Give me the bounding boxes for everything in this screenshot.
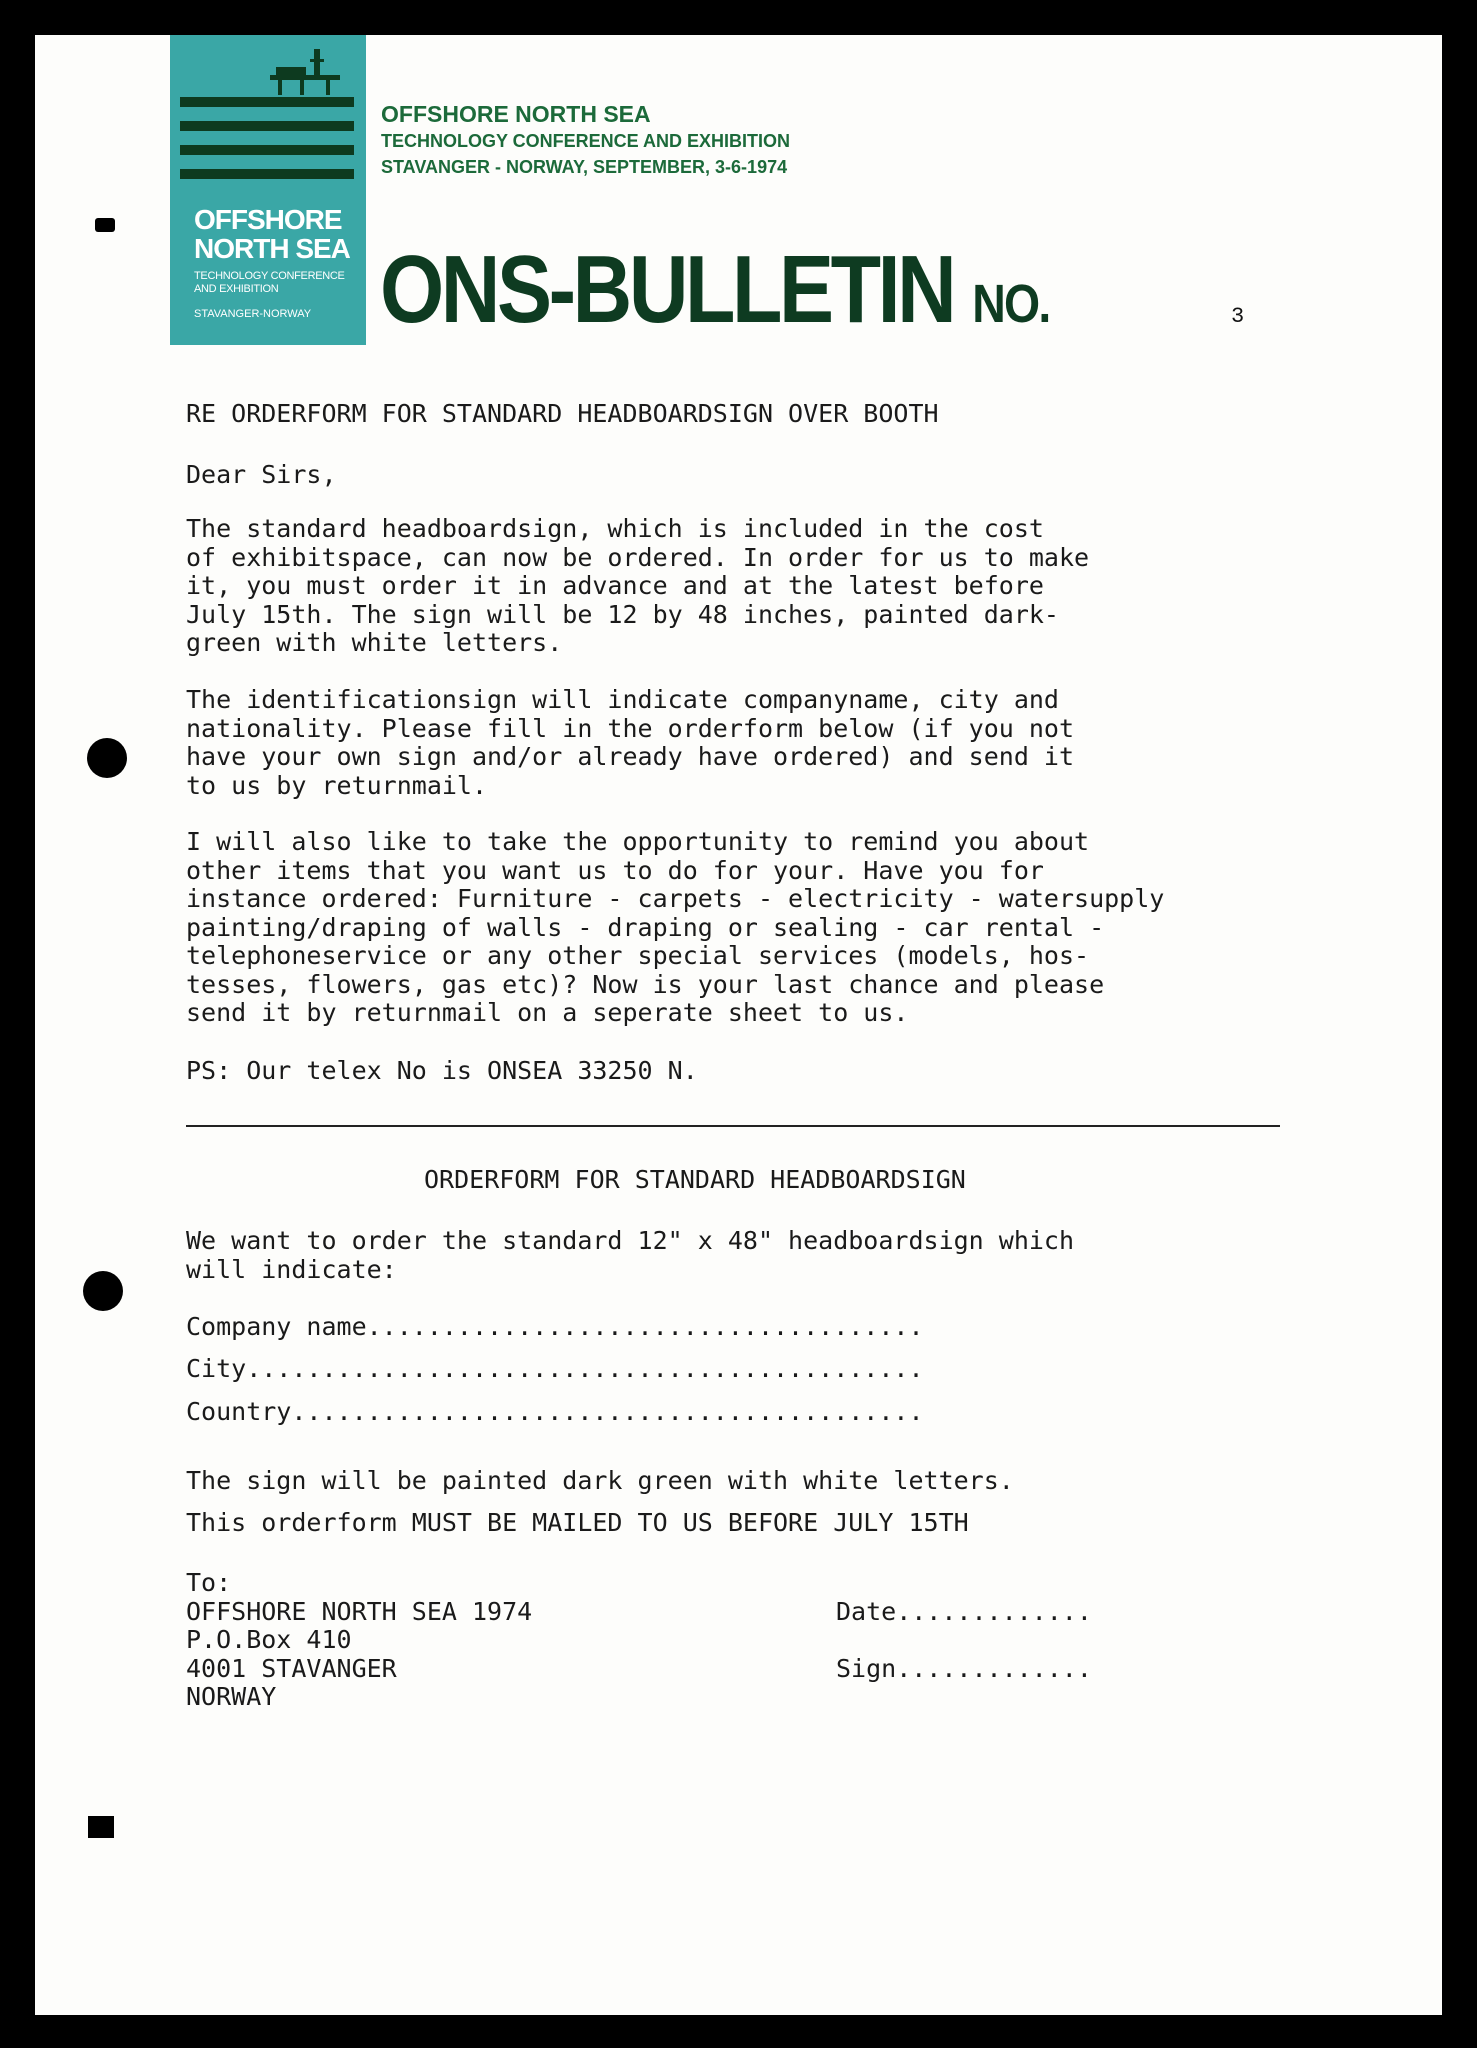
logo-stripes: [180, 97, 354, 193]
bulletin-title: [380, 236, 1050, 354]
company-name-field[interactable]: Company name.....................................: [186, 1312, 924, 1341]
paragraph-1: The standard headboardsign, which is included in the cost of exhibitspace, can now be ordered. In order for us to make it, you must order it in advance and at the latest before July 15th. The sign will be 12 by 48 inches, painted dark- green with white letters.: [186, 514, 1090, 657]
subject-line: RE ORDERFORM FOR STANDARD HEADBOARDSIGN OVER BOOTH: [186, 399, 939, 428]
logo-location: STAVANGER-NORWAY: [194, 308, 312, 320]
country-field[interactable]: Country..........................................: [186, 1397, 924, 1426]
date-field[interactable]: Date.............: [836, 1597, 1092, 1626]
logo-title: [194, 205, 350, 263]
issue-number: 3: [1231, 304, 1245, 329]
city-field[interactable]: City.............................................: [186, 1354, 924, 1383]
paragraph-2: The identificationsign will indicate companyname, city and nationality. Please fill in the orderform below (if you not have your own sign and/or already have ordered) and send it to us by returnmail.: [186, 685, 1075, 800]
form-note-1: The sign will be painted dark green with white letters.: [186, 1466, 1014, 1495]
form-title: ORDERFORM FOR STANDARD HEADBOARDSIGN: [424, 1165, 966, 1194]
oil-rig-icon: [270, 45, 340, 95]
bulletin-title-text: ONS-BULLETIN: [380, 236, 954, 343]
logo-title-line1: OFFSHORE: [194, 204, 342, 235]
paragraph-3: I will also like to take the opportunity to remind you about other items that you want us to do for your. Have you for instance ordered: Furniture - carpets - electricity - watersupply painting/draping of walls - draping or sealing - car rental - telephoneservice or any other special services (models, hos- tesses, flowers, gas etc)? Now is your last chance and please send it by returnmail on a seperate sheet to us.: [186, 827, 1165, 1027]
punch-hole-top: [87, 738, 127, 778]
organizer-line2: STAVANGER - NORWAY, SEPTEMBER, 3-6-1974: [381, 157, 788, 177]
ons-logo: [170, 35, 366, 345]
salutation: Dear Sirs,: [186, 460, 337, 489]
organizer-name: OFFSHORE NORTH SEA: [381, 101, 651, 127]
scan-mark-bottom: [88, 1816, 114, 1838]
ps-note: PS: Our telex No is ONSEA 33250 N.: [186, 1056, 698, 1085]
sign-field[interactable]: Sign.............: [836, 1654, 1092, 1683]
organizer-line1: TECHNOLOGY CONFERENCE AND EXHIBITION: [381, 131, 791, 151]
divider: [186, 1125, 1280, 1127]
logo-subtitle: [194, 270, 345, 296]
bulletin-no-label: NO.: [972, 274, 1050, 334]
form-intro: We want to order the standard 12" x 48" headboardsign which will indicate:: [186, 1226, 1075, 1284]
organizer-block: [381, 100, 790, 180]
mailing-address: To: OFFSHORE NORTH SEA 1974 P.O.Box 410 4001 STAVANGER NORWAY: [186, 1568, 533, 1711]
scan-mark-top: [95, 218, 115, 232]
logo-sub-line2: AND EXHIBITION: [194, 283, 279, 295]
logo-sub-line1: TECHNOLOGY CONFERENCE: [194, 270, 345, 282]
form-note-2: This orderform MUST BE MAILED TO US BEFORE JULY 15TH: [186, 1508, 969, 1537]
logo-title-line2: NORTH SEA: [194, 233, 350, 264]
punch-hole-bottom: [83, 1271, 123, 1311]
